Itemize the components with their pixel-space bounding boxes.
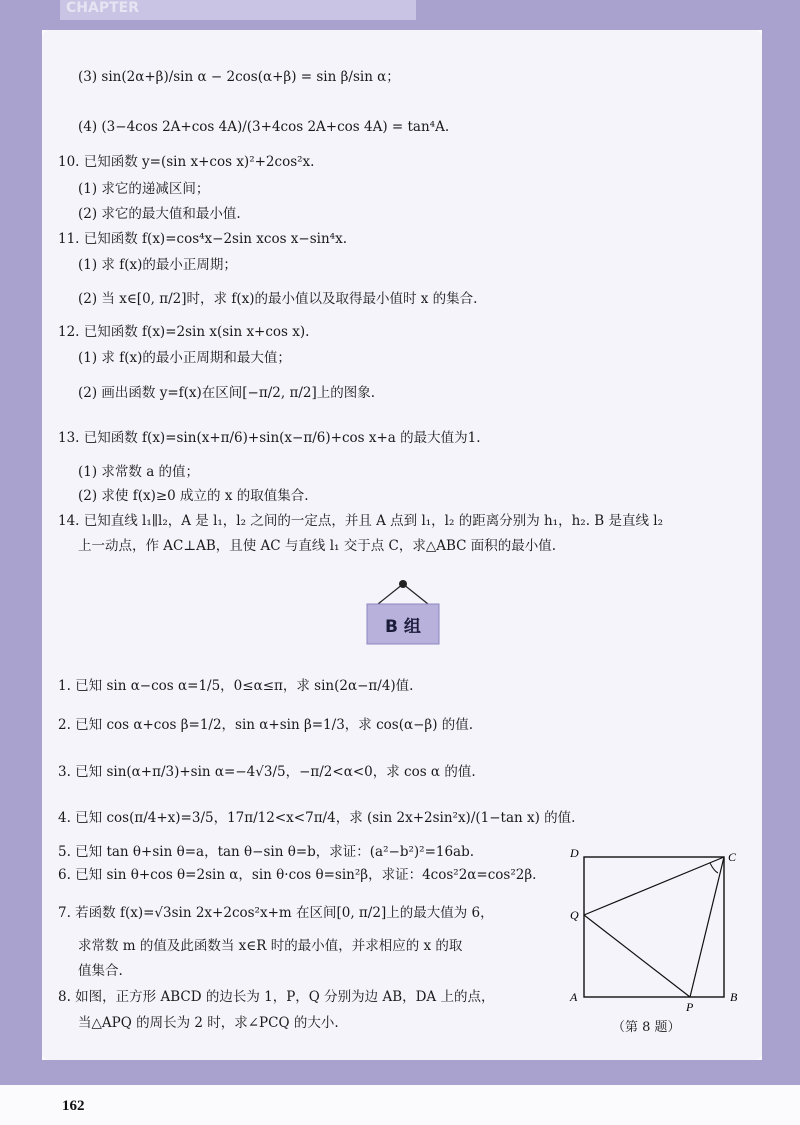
- exercise-line: 7. 若函数 f(x)=√3sin 2x+2cos²x+m 在区间[0, π/2]上的最大值为 6，: [58, 905, 494, 921]
- exercise-line: 3. 已知 sin(α+π/3)+sin α=−4√3/5，−π/2<α<0，求 cos α 的值.: [58, 764, 476, 780]
- label-b: B: [730, 990, 738, 1004]
- exercise-line: 求常数 m 的值及此函数当 x∈R 时的最小值，并求相应的 x 的取: [78, 938, 463, 954]
- exercise-line: (1) 求 f(x)的最小正周期和最大值；: [78, 350, 291, 366]
- segment-qp: [584, 915, 690, 997]
- label-c: C: [728, 850, 737, 864]
- exercise-line: 上一动点，作 AC⊥AB，且使 AC 与直线 l₁ 交于点 C，求△ABC 面积的最小值.: [78, 538, 557, 554]
- chapter-tab: CHAPTER: [60, 0, 416, 20]
- exercise-line: 11. 已知函数 f(x)=cos⁴x−2sin xcos x−sin⁴x.: [58, 231, 347, 247]
- exercise-line: (3) sin(2α+β)/sin α − 2cos(α+β) = sin β/sin α；: [78, 69, 400, 85]
- exercise-line: 2. 已知 cos α+cos β=1/2，sin α+sin β=1/3，求 cos(α−β) 的值.: [58, 717, 474, 733]
- square-figure: [562, 845, 752, 1045]
- exercise-line: (1) 求它的递减区间；: [78, 181, 210, 197]
- label-a: A: [570, 990, 578, 1004]
- exercise-line: (1) 求 f(x)的最小正周期；: [78, 257, 237, 273]
- bottom-band: [0, 1060, 800, 1085]
- left-band: [0, 0, 42, 1085]
- exercise-line: (2) 当 x∈[0, π/2]时，求 f(x)的最小值以及取得最小值时 x 的集合.: [78, 291, 478, 307]
- exercise-line: (1) 求常数 a 的值；: [78, 464, 200, 480]
- exercise-line: 1. 已知 sin α−cos α=1/5，0≤α≤π，求 sin(2α−π/4)值.: [58, 678, 414, 694]
- exercise-line: 6. 已知 sin θ+cos θ=2sin α，sin θ·cos θ=sin²β，求证：4cos²2α=cos²2β.: [58, 867, 537, 883]
- exercise-line: 13. 已知函数 f(x)=sin(x+π/6)+sin(x−π/6)+cos x+a 的最大值为1.: [58, 430, 481, 446]
- right-band: [762, 0, 800, 1085]
- page-number: 162: [62, 1098, 85, 1114]
- exercise-line: 当△APQ 的周长为 2 时，求∠PCQ 的大小.: [78, 1015, 339, 1031]
- segment-pc: [690, 857, 724, 997]
- label-d: D: [570, 846, 579, 860]
- exercise-line: 10. 已知函数 y=(sin x+cos x)²+2cos²x.: [58, 154, 315, 170]
- segment-qc: [584, 857, 724, 915]
- section-b-label: B 组: [385, 616, 421, 637]
- square-abcd: [584, 857, 724, 997]
- exercise-line: 8. 如图，正方形 ABCD 的边长为 1，P，Q 分别为边 AB，DA 上的点，: [58, 989, 495, 1005]
- exercise-line: (2) 求它的最大值和最小值.: [78, 206, 241, 222]
- angle-mark: [710, 863, 718, 873]
- exercise-line: 12. 已知函数 f(x)=2sin x(sin x+cos x).: [58, 324, 310, 340]
- exercise-line: 4. 已知 cos(π/4+x)=3/5，17π/12<x<7π/4，求 (sin 2x+2sin²x)/(1−tan x) 的值.: [58, 810, 576, 826]
- exercise-line: (4) (3−4cos 2A+cos 4A)/(3+4cos 2A+cos 4A) = tan⁴A.: [78, 119, 450, 135]
- exercise-line: (2) 画出函数 y=f(x)在区间[−π/2, π/2]上的图象.: [78, 385, 376, 401]
- label-p: P: [686, 1000, 694, 1014]
- exercise-line: 14. 已知直线 l₁∥l₂，A 是 l₁，l₂ 之间的一定点，并且 A 点到 l₁，l₂ 的距离分别为 h₁，h₂. B 是直线 l₂: [58, 513, 664, 529]
- label-q: Q: [570, 908, 579, 922]
- exercise-line: (2) 求使 f(x)≥0 成立的 x 的取值集合.: [78, 488, 309, 504]
- exercise-line: 值集合.: [78, 963, 123, 979]
- exercise-line: 5. 已知 tan θ+sin θ=a，tan θ−sin θ=b，求证：(a²−b²)²=16ab.: [58, 844, 475, 860]
- figure-caption: （第 8 题）: [612, 1020, 681, 1035]
